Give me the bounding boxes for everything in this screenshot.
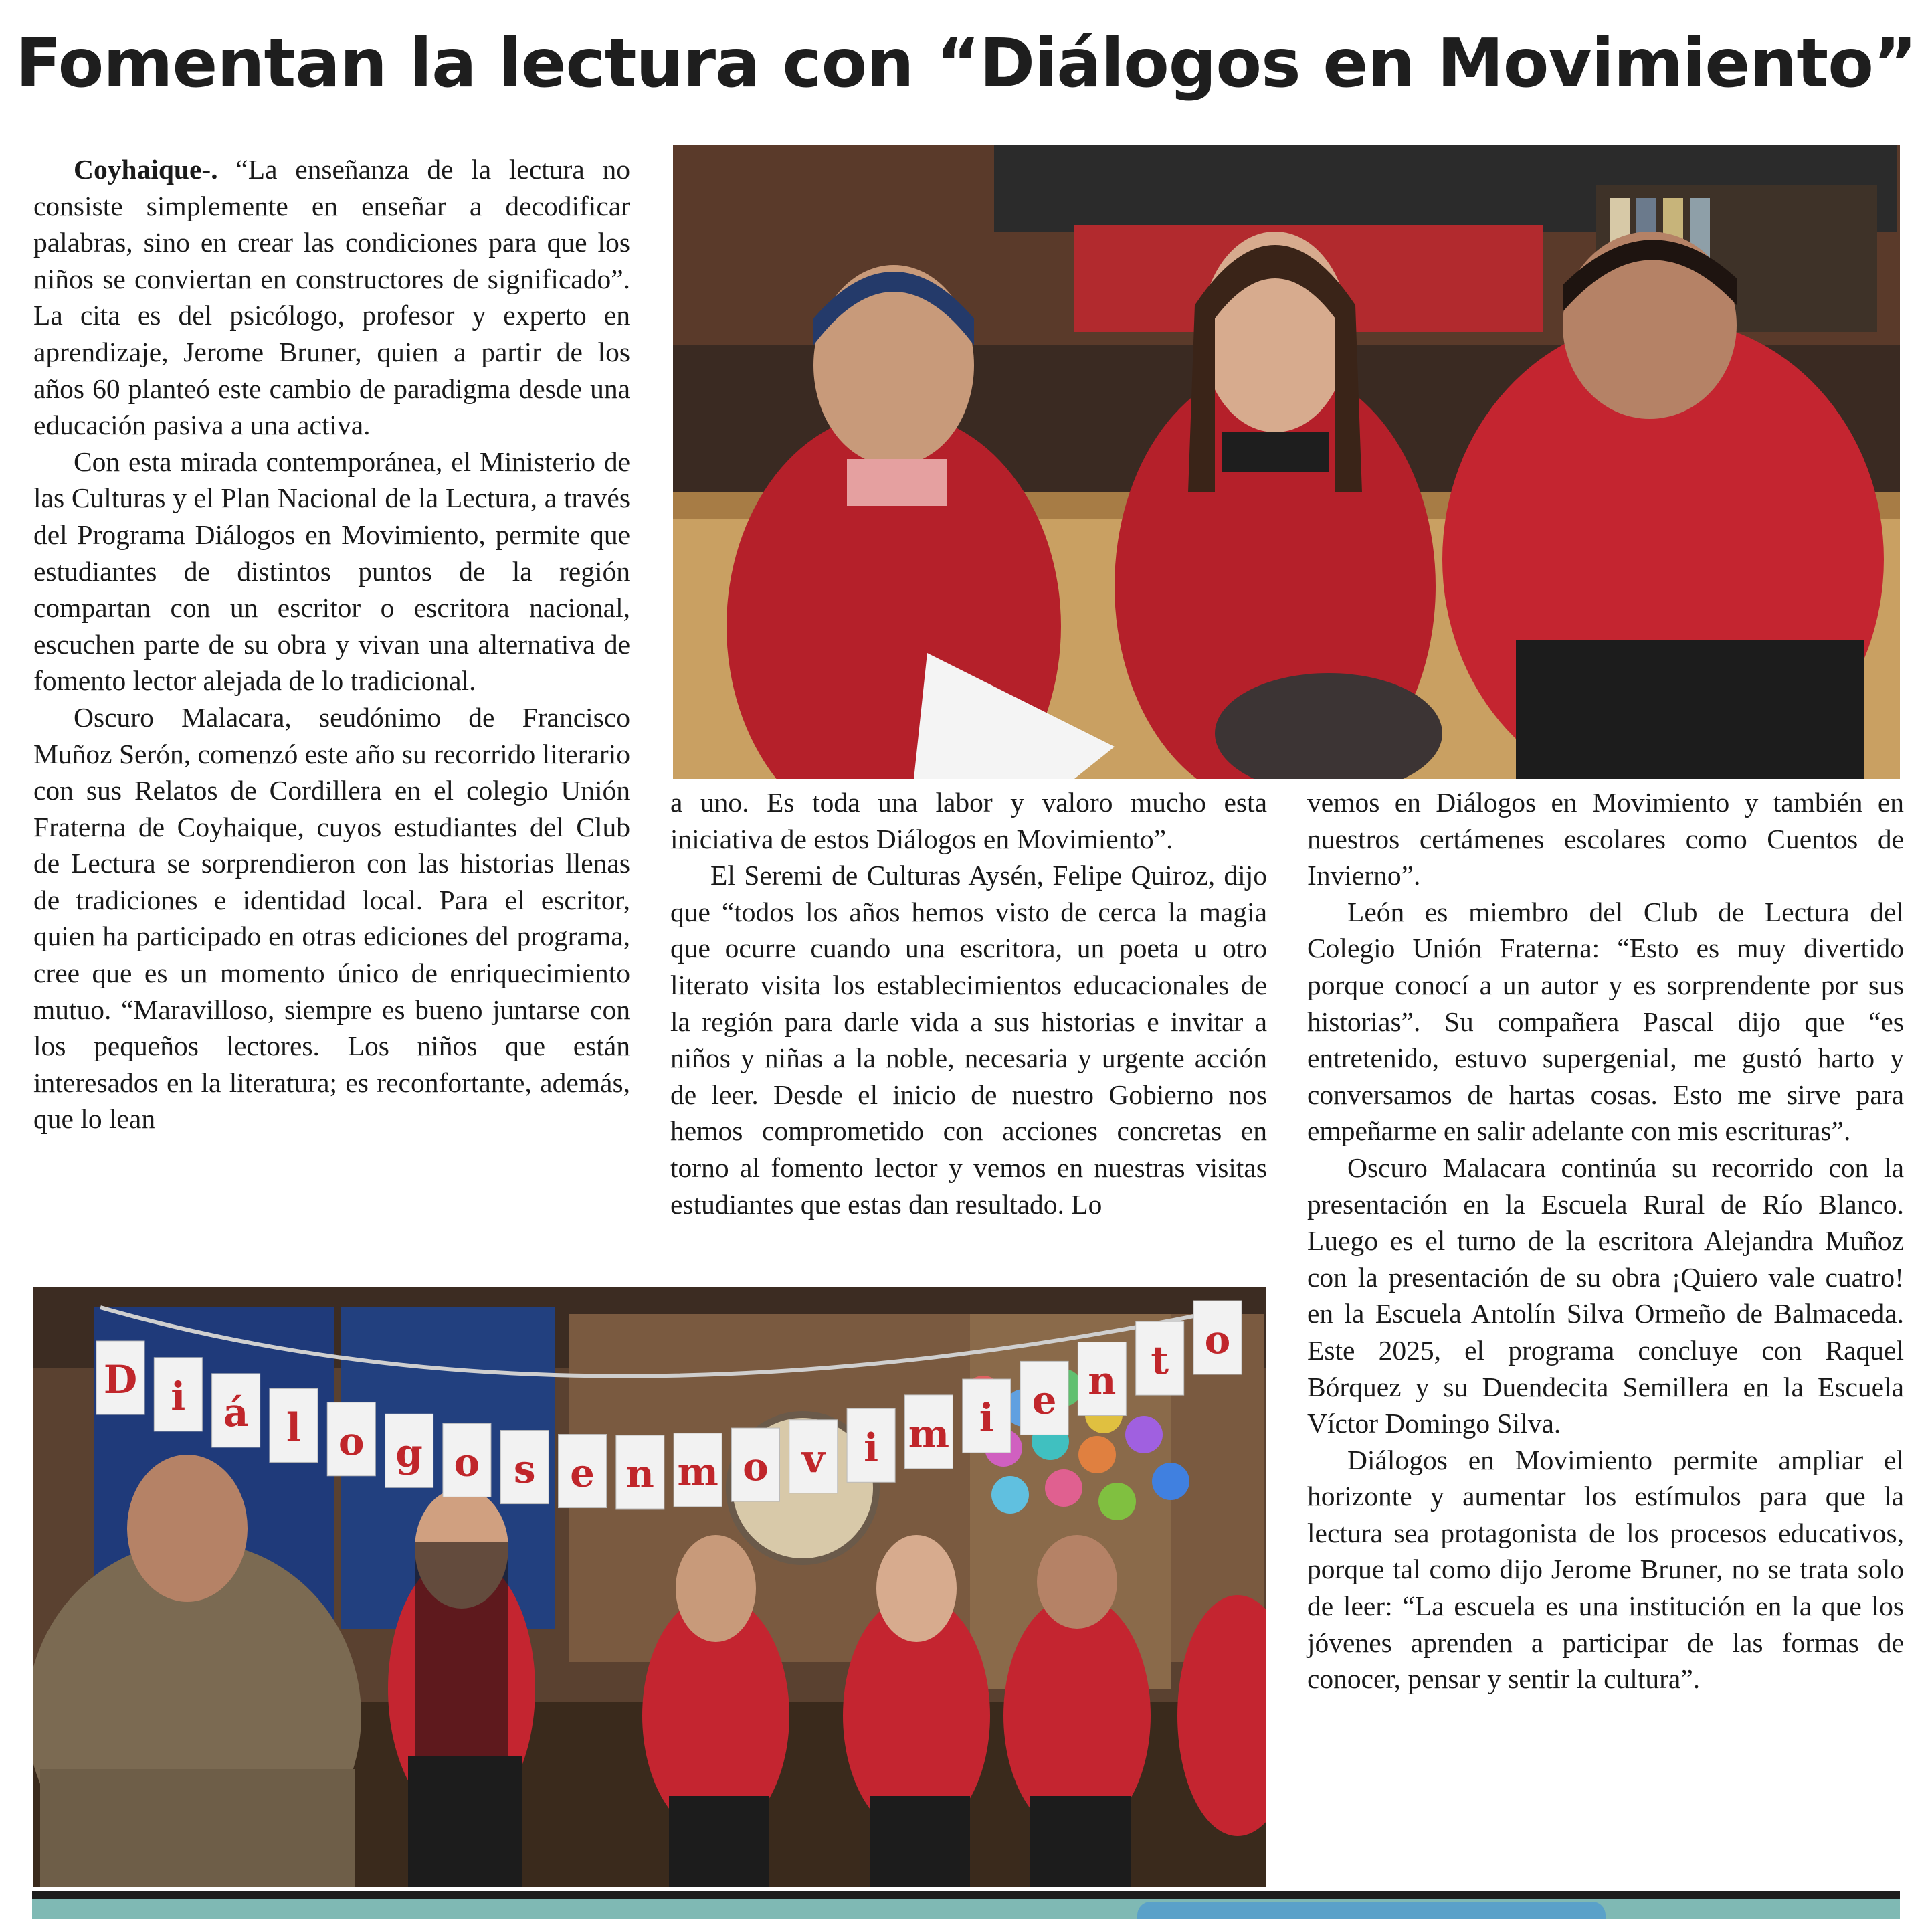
banner-letter: i	[864, 1425, 879, 1471]
banner-letter: á	[223, 1389, 249, 1435]
paragraph-4: El Seremi de Culturas Aysén, Felipe Quiroz, dijo que “todos los años hemos visto de cerca la magia que ocurre cuando una escritora, un poeta u otro literato visita los establecimientos educacionales de la región para darle vida a sus historias e invitar a niños y niñas a la noble, necesaria y urgente acción de leer. Desde el inicio de nuestro Gobierno nos hemos comprometido con acciones concretas en torno al fomento lector y vemos en nuestras visitas estudiantes que estas dan resultado. Lo	[670, 860, 1267, 1220]
banner-letter: s	[513, 1446, 536, 1492]
article-column-1	[33, 151, 630, 1137]
photo-writer-with-students	[33, 1287, 1266, 1887]
headline: Fomentan la lectura con “Diálogos en Movimiento”	[15, 24, 1917, 102]
banner-letter: t	[1151, 1338, 1169, 1384]
banner-letter: D	[103, 1357, 138, 1402]
banner-letter: e	[570, 1450, 595, 1496]
footer-band-accent	[1137, 1902, 1606, 1919]
paragraph-3-continued: a uno. Es toda una labor y valoro mucho esta iniciativa de estos Diálogos en Movimiento”.	[670, 787, 1267, 854]
banner-letter: m	[908, 1410, 950, 1457]
photo-writer-with-students-illustration	[33, 1287, 1266, 1887]
banner-letter: o	[338, 1418, 365, 1464]
banner-letter: i	[979, 1395, 994, 1441]
paragraph-3: Oscuro Malacara, seudónimo de Francisco Muñoz Serón, comenzó este año su recorrido literario con sus Relatos de Cordillera en el colegio Unión Fraterna de Coyhaique, cuyos estudiantes del Club de Lectura se sorprendieron con las historias llenas de tradiciones e identidad local. Para el escritor, quien ha participado en otras ediciones del programa, cree que es un momento único de enriquecimiento mutuo. “Maravilloso, siempre es bueno juntarse con los pequeños lectores. Los niños que están interesados en la literatura; es reconfortante, además, que lo lean	[33, 701, 630, 1135]
paragraph-5: León es miembro del Club de Lectura del Colegio Unión Fraterna: “Esto es muy divertido porque conocí a un autor y es sorprendente por sus historias”. Su compañera Pascal dijo que “es entretenido, estuvo supergenial, me gustó harto y conversamos de hartas cosas. Esto me sirve para empeñarme en salir adelante con mis escrituras”.	[1307, 896, 1904, 1147]
banner-letter: l	[286, 1404, 301, 1451]
article-column-3	[1307, 784, 1904, 1698]
paragraph-7: Diálogos en Movimiento permite ampliar el horizonte y aumentar los estímulos para que la lectura sea protagonista de los procesos educativos, porque tal como dijo Jerome Bruner, no se trata solo de leer: “La escuela es una institución en la que los jóvenes aprenden a participar de las formas de conocer, pensar y sentir la cultura”.	[1307, 1444, 1904, 1695]
banner-letter: g	[395, 1430, 423, 1476]
paragraph-1-text: “La enseñanza de la lectura no consiste simplemente en enseñar a decodificar palabras, sino en crear las condiciones para que los niños se conviertan en constructores de significado”. La cita es del psicólogo, profesor y experto en aprendizaje, Jerome Bruner, quien a partir de los años 60 planteó este cambio de paradigma desde una educación pasiva a una activa.	[33, 154, 630, 441]
article-column-2	[670, 784, 1267, 1222]
banner-letter: o	[1204, 1317, 1231, 1362]
paragraph-2: Con esta mirada contemporánea, el Ministerio de las Culturas y el Plan Nacional de la Lectura, a través del Programa Diálogos en Movimiento, permite que estudiantes de distintos puntos de la región compartan con un escritor o escritora nacional, escuchen parte de su obra y vivan una alternativa de fomento lector alejada de lo tradicional.	[33, 446, 630, 697]
banner-letter: v	[801, 1435, 825, 1481]
paragraph-4-continued: vemos en Diálogos en Movimiento y también en nuestros certámenes escolares como Cuentos de Invierno”.	[1307, 787, 1904, 891]
banner-letter: n	[625, 1451, 654, 1497]
paragraph-1	[33, 151, 630, 444]
banner-letter: m	[677, 1449, 718, 1495]
photo-students-closeup-illustration	[673, 145, 1900, 779]
banner-letter: e	[1032, 1377, 1057, 1423]
banner-letter: n	[1088, 1358, 1117, 1404]
paragraph-6: Oscuro Malacara continúa su recorrido con la presentación en la Escuela Rural de Río Blanco. Luego es el turno de la escritora Alejandra Muñoz con la presentación de su obra ¡Quiero vale cuatro! en la Escuela Antolín Silva Ormeño de Balmaceda. Este 2025, el programa concluye con Raquel Bórquez y su Duendecita Semillera en la Escuela Víctor Domingo Silva.	[1307, 1152, 1904, 1439]
photo-students-closeup	[673, 145, 1900, 779]
footer-band	[32, 1899, 1900, 1919]
banner-letter: o	[454, 1439, 480, 1485]
footer-rule	[32, 1891, 1900, 1899]
banner-letter: o	[743, 1444, 769, 1490]
banner-letter: i	[171, 1373, 186, 1419]
dateline: Coyhaique-.	[74, 154, 218, 185]
